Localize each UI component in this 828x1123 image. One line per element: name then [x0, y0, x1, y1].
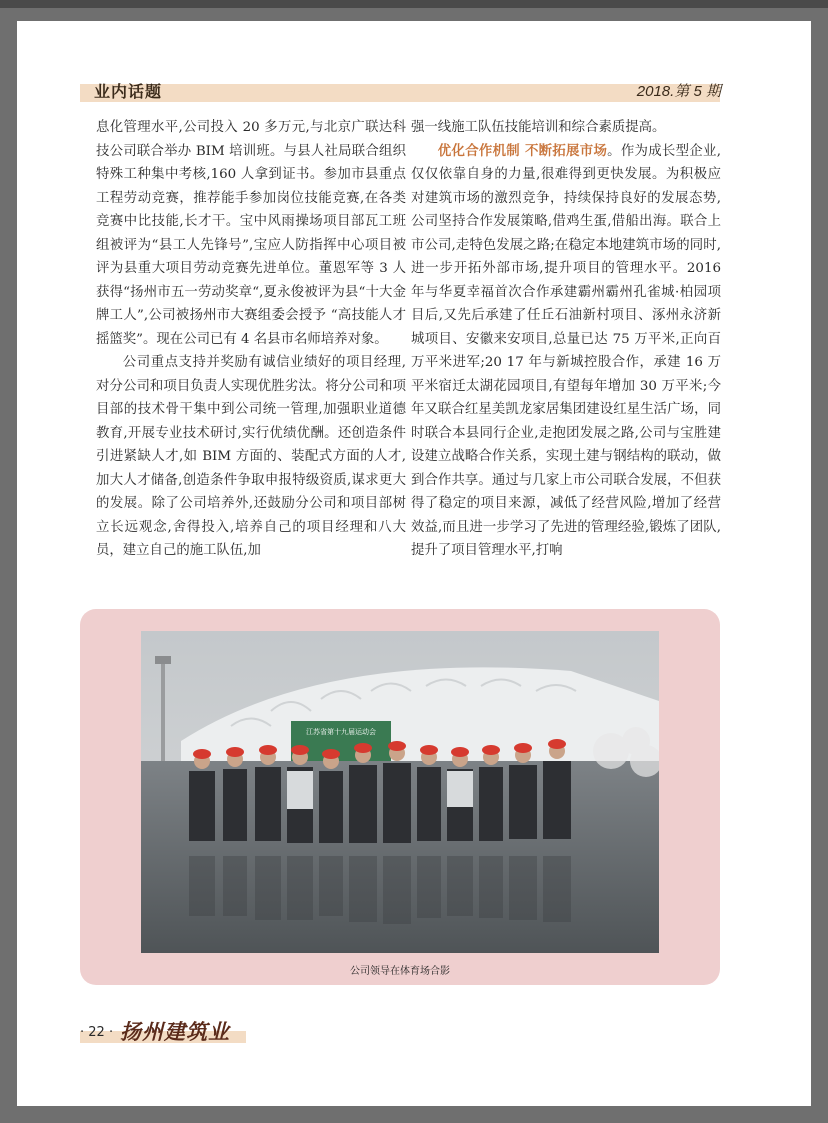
group-photo-illustration	[141, 631, 659, 953]
header-band	[80, 84, 720, 102]
stadium-sign: 江苏省第十九届运动会	[306, 728, 376, 736]
group-photo	[141, 631, 659, 953]
section-highlight: 优化合作机制 不断拓展市场	[437, 142, 608, 159]
page-number: · 22 ·	[80, 1025, 114, 1040]
photo-caption: 公司领导在体育场合影	[350, 966, 450, 977]
issue-label: 2018.第 5 期	[636, 83, 721, 100]
viewer-top-bar	[0, 0, 828, 8]
left-column	[96, 116, 406, 563]
left-paragraph-1: 息化管理水平,公司投入 20 多万元,与北京广联达科技公司联合举办 BIM 培训班。与县人社局联合组织特殊工种集中考核,160 人拿到证书。参加市县重点工程劳动竞赛，推荐能手参加岗位技能竞赛,在各类竞赛中比技能,长才干。宝中风雨操场项目部瓦工班组被评为“县工人先锋号”,宝应人防指挥中心项目被评为县重大项目劳动竞赛先进单位。董恩军等 3 人获得“扬州市五一劳动奖章“,夏永俊被评为县“十大金牌工人”,公司被扬州市大赛组委会授予 “高技能人才摇篮奖”。现在公司已有 4 名县市名师培养对象。	[96, 120, 406, 347]
right-paragraph-2-text: 。作为成长型企业,仅仅依靠自身的力量,很难得到更快发展。为积极应对建筑市场的激烈竞争，持续保持良好的发展态势,公司坚持合作发展策略,借鸡生蛋,借船出海。联合上市公司,走特色发展之路;在稳定本地建筑市场的同时,进一步开拓外部市场,提升项目的管理水平。2016 年与华夏幸福首次合作承建霸州霸州孔雀城·柏园项目后,又先后承建了任丘石油新村项目、涿州永济新城项目、安徽来安项目,总量已达 75 万平米,正向百万平米进军;20 17 年与新城控股合作，承建 16 万平米宿迁太湖花园项目,有望每年增加 30 万平米;今年又联合红星美凯龙家居集团建设红星生活广场，同时联合本县同行企业,走抱团发展之路,公司与宝胜建设建立战略合作关系，实现土建与钢结构的联动，做到合作共享。通过与几家上市公司联合发展，不但获得了稳定的项目来源，减低了经营风险,增加了经营效益,而且进一步学习了先进的管理经验,锻炼了团队,提升了项目管理水平,打响	[411, 143, 721, 558]
right-paragraph-2	[411, 140, 721, 563]
publication-logo: 扬州建筑业	[120, 1019, 230, 1044]
section-title: 业内话题	[94, 82, 163, 101]
right-column	[411, 116, 721, 563]
left-paragraph-2: 公司重点支持并奖励有诚信业绩好的项目经理,对分公司和项目负责人实现优胜劣汰。将分公司和项目部的技术骨干集中到公司统一管理,加强职业道德教育,开展专业技术研讨,实行优绩优酬。还创造条件引进紧缺人才,如 BIM 方面的、装配式方面的人才,加大人才储备,创造条件争取申报特级资质,谋求更大的发展。除了公司培养外,还鼓励分公司和项目部树立长远观念,舍得投入,培养自己的项目经理和八大员，建立自己的施工队伍,加	[96, 355, 406, 558]
right-paragraph-1: 强一线施工队伍技能培训和综合素质提高。	[411, 120, 666, 135]
